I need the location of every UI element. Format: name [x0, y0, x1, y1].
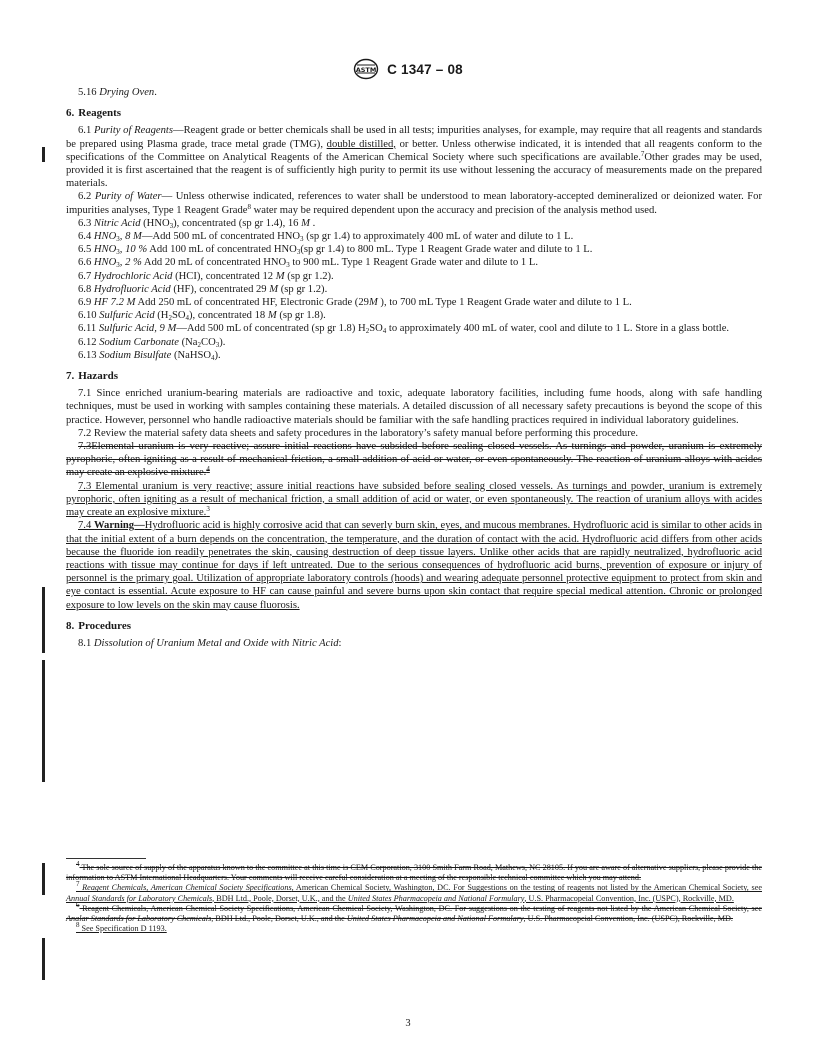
- page-header: [0, 58, 816, 80]
- para-6-7: 6.7 Hydrochloric Acid (HCI), concentrated 12 M (sp gr 1.2).: [78, 270, 334, 282]
- section-8-heading: 8. Procedures: [66, 619, 131, 632]
- para-7-3-inserted: 7.3 Elemental uranium is very reactive; assure initial reactions have subsided before sealing closed vessels. As turnings and powder, uranium is extremely pyrophoric, often igniting as a result of mechanical friction, a small addition of acid or water, or even spontaneously. The reaction of uranium alloys with acides may create an explosive mixture.$^3$: [66, 480, 762, 519]
- warning-label: Warning—: [94, 520, 145, 532]
- para-6-1: 6.1 Purity of Reagents—Reagent grade or better chemicals shall be used in all tests; impurities analyses, for example, may require that all reagents and standards be prepared using Plasma grade, trace metal grade (TMG), double distilled, or better. Unless otherwise indicated, it is intended that all reagents conform to the specifications of the Committee on Analytical Reagents of the American Chemical Society where such specifications are available.$^7$Other grades may be used, provided it is first ascertained that the reagent is of sufficiently high purity to permit its use without lessening the accuracy of measurements made on the prepared materials.: [66, 125, 763, 190]
- footnote-4-deleted: $^4$ The sole source of supply of the apparatus known to the committee at this time is CEM Corporation, 3100 Smith Farm Road, Mathews, NC 28105. If you are aware of alternative suppliers, please provide the information to ASTM International Headquarters. Your comments will receive careful consideration at a meeting of the responsible technical committee which you may attend.: [66, 860, 762, 883]
- item-5-16: 5.16 Drying Oven.: [78, 87, 157, 98]
- para-7-1: 7.1 Since enriched uranium-bearing materials are radioactive and toxic, adequate laboratory facilities, including fume hoods, along with safe handling techniques, must be used in working with samples containing these materials. A detailed discussion of all necessary safety precautions is beyond the scope of this practice. However, personnel who handle radioactive materials should be familiar with the safe handling practices required in individual laboratory guidelines.: [66, 388, 762, 426]
- para-6-4: 6.4 $HNO_3$, 8 M—Add 500 mL of concentrated $HNO_3$ (sp gr 1.4) to approximately 400 mL of water and dilute to 1 L.: [78, 231, 574, 244]
- footnote-rule: [66, 858, 146, 859]
- para-7-3-deleted: 7.3Elemental uranium is very reactive; assure initial reactions have subsided before sealing closed vessels. As turnings and powder, uranium is extremely pyrophoric, often igniting as a result of mechanical friction, a small addition of acid or water, or even spontaneously. The reaction of uranium alloys with acides may create an explosive mixture.$^4$: [66, 441, 762, 479]
- para-6-8: 6.8 Hydrofluoric Acid (HF), concentrated 29 M (sp gr 1.2).: [78, 283, 328, 295]
- para-8-1: 8.1 Dissolution of Uranium Metal and Oxide with Nitric Acid:: [78, 637, 342, 649]
- change-bar: [42, 938, 45, 980]
- document-body: [66, 86, 762, 650]
- change-bar: [42, 587, 45, 653]
- section-7-heading: 7. Hazards: [66, 370, 118, 383]
- para-6-12: 6.12 Sodium Carbonate $(Na_2CO_3)$.: [78, 336, 226, 349]
- astm-logo-icon: [353, 58, 379, 80]
- footnote-7-inserted: $^7$ Reagent Chemicals, American Chemical Society Specifications, American Chemical Society, Washington, DC. For Suggestions on the testing of reagents not listed by the American Chemical Society, see Annual Standards for Laboratory Chemicals, BDH Ltd., Poole, Dorset, U.K., and the United States Pharmacopeia and National Formulary, U.S. Pharmacopeial Convention, Inc. (USPC), Rockville, MD.: [66, 880, 762, 903]
- para-6-13: 6.13 Sodium Bisulfate (NaHSO$_4$).: [78, 349, 221, 362]
- para-6-10: 6.10 Sulfuric Acid $(H_2SO_4)$, concentrated 18 M (sp gr 1.8).: [78, 310, 326, 323]
- para-6-2: 6.2 Purity of Water— Unless otherwise indicated, references to water shall be understood to mean laboratory-accepted demineralized or deionized water. For impurities analyses, Type 1 Reagent Grade$^8$ water may be required dependent upon the accuracy and precision of the analysis method used.: [66, 191, 763, 216]
- document-designation: C 1347 – 08: [387, 61, 463, 77]
- change-bar: [42, 863, 45, 895]
- para-6-9: 6.9 HF 7.2 M Add 250 mL of concentrated HF, Electronic Grade (29M ), to 700 mL Type 1 Reagent Grade water and dilute to 1 L.: [78, 297, 632, 309]
- para-6-11: 6.11 Sulfuric Acid, 9 M—Add 500 mL of concentrated (sp gr 1.8) $H_2SO_4$ to approximately 400 mL of water, cool and dilute to 1 L. Store in a glass bottle.: [78, 323, 730, 336]
- footnote-6-deleted: $^6$ Reagent Chemicals, American Chemical Society Specifications, American Chemical Society, Washington, DC. For suggestions on the testing of reagents not listed by the American Chemical Society, see Analar Standards for Laboratory Chemicals, BDH Ltd., Poole, Dorset, U.K., and the United States Pharmacopeia and National Formulary, U.S. Pharmacopeial Convention, Inc. (USPC), Rockville, MD.: [66, 900, 762, 924]
- para-7-4-inserted: 7.4 Warning—Hydrofluoric acid is highly corrosive acid that can severly burn skin, eyes, and mucous membranes. Hydrofluoric acid is similar to other acids in that the initial extent of a burn depends on the concentration, the temperature, and the duration of contact with the acid. Hydrofluoric acid differs from other acids because the fluoride ion readily penetrates the skin, causing destruction of deep tissue layers. Unlike other acids that are rapidly neutralized, hydrofluoric acid reactions with tissue may continue for days if left untreated. Due to the serious consequences of hydrofluoric acid burns, prevention of exposure or injury of personnel is the primary goal. Utilization of appropriate laboratory controls (hoods) and wearing adequate personnel protective equipment to protect from skin and eye contact is essential. Acute exposure to HF can cause painful and severe burns upon skin contact that require special medical attention. Chronic or prolonged exposure to low levels on the skin may cause fluorosis.: [66, 520, 762, 611]
- change-bar: [42, 660, 45, 782]
- para-6-5: 6.5 $HNO_3$, 10 % Add 100 mL of concentrated $HNO_3(sp$ gr 1.4) to 800 mL. Type 1 Reagent Grade water and dilute to 1 L.: [78, 244, 593, 257]
- para-7-2: 7.2 Review the material safety data sheets and safety procedures in the laboratory’s safety manual before performing this procedure.: [78, 427, 639, 439]
- para-6-6: 6.6 $HNO_3$, 2 % Add 20 mL of concentrated $HNO_3$ to 900 mL. Type 1 Reagent Grade water and dilute to 1 L.: [78, 257, 538, 270]
- footnote-8-inserted: $^8$ See Specification D 1193.: [76, 921, 167, 934]
- svg-text:ASTM: ASTM: [355, 65, 377, 74]
- para-6-3: 6.3 Nitric Acid $(HNO_3)$, concentrated (sp gr 1.4), 16 M .: [78, 217, 316, 230]
- change-bar: [42, 147, 45, 162]
- page-number: 3: [405, 1018, 411, 1029]
- section-6-heading: 6. Reagents: [66, 107, 122, 120]
- footnotes: [66, 858, 762, 934]
